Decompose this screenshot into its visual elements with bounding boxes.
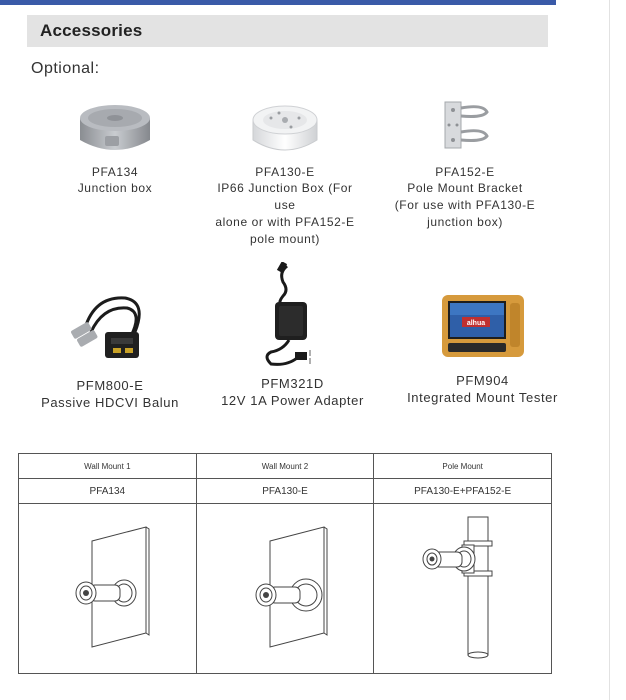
- table-model-cell: PFA130-E+PFA152-E: [374, 479, 552, 504]
- page-edge-rule: [609, 0, 610, 700]
- optional-label: Optional:: [31, 60, 100, 77]
- power-adapter-image: [253, 262, 333, 368]
- product-pfm800e: [25, 288, 195, 411]
- product-model: PFM904: [456, 373, 509, 388]
- product-pfa134: [60, 98, 170, 197]
- wall-mount-1-illustration: [52, 521, 162, 651]
- pole-mount-bracket-image: [437, 98, 493, 154]
- wall-mount-1-cell: [19, 504, 197, 674]
- product-pfm321d: [205, 262, 380, 409]
- section-header: [27, 15, 548, 47]
- table-illustration-row: [19, 504, 552, 674]
- product-desc-line: Junction box: [77, 181, 153, 195]
- product-desc-line: 12V 1A Power Adapter: [221, 393, 364, 408]
- product-model: PFA130-E: [255, 165, 315, 179]
- product-model: PFM800-E: [76, 378, 144, 393]
- table-header-row: [19, 454, 552, 479]
- junction-box-grey-image: [76, 98, 154, 158]
- hdcvi-balun-image: [65, 288, 155, 364]
- product-pfm904: [400, 293, 565, 406]
- wall-mount-2-illustration: [230, 521, 340, 651]
- table-header-cell: Wall Mount 1: [19, 454, 197, 479]
- mount-table: [18, 453, 552, 674]
- product-desc-line: pole mount): [250, 232, 320, 246]
- table-model-cell: PFA130-E: [196, 479, 374, 504]
- product-desc-line: Integrated Mount Tester: [407, 390, 558, 405]
- pole-mount-cell: [374, 504, 552, 674]
- product-model: PFM321D: [261, 376, 324, 391]
- product-desc-line: Pole Mount Bracket: [407, 181, 523, 195]
- table-header-cell: Pole Mount: [374, 454, 552, 479]
- top-accent-rule: [0, 0, 556, 5]
- product-desc-line: Passive HDCVI Balun: [41, 395, 179, 410]
- product-pfa130e: [205, 98, 365, 248]
- tester-brand-label: alhua: [466, 320, 485, 327]
- product-pfa152e: [385, 98, 545, 231]
- pole-mount-illustration: [408, 511, 518, 661]
- product-desc-line: (For use with PFA130-E: [394, 198, 536, 212]
- product-model: PFA152-E: [435, 165, 495, 179]
- mount-tester-image: [440, 293, 526, 359]
- wall-mount-2-cell: [196, 504, 374, 674]
- product-desc-line: junction box): [427, 215, 503, 229]
- table-header-cell: Wall Mount 2: [196, 454, 374, 479]
- table-model-row: [19, 479, 552, 504]
- product-model: PFA134: [91, 165, 139, 179]
- table-model-cell: PFA134: [19, 479, 197, 504]
- product-desc-line: alone or with PFA152-E: [215, 215, 355, 229]
- junction-box-white-image: [249, 98, 321, 160]
- product-desc-line: IP66 Junction Box (For use: [217, 181, 353, 212]
- section-title: Accessories: [40, 21, 143, 40]
